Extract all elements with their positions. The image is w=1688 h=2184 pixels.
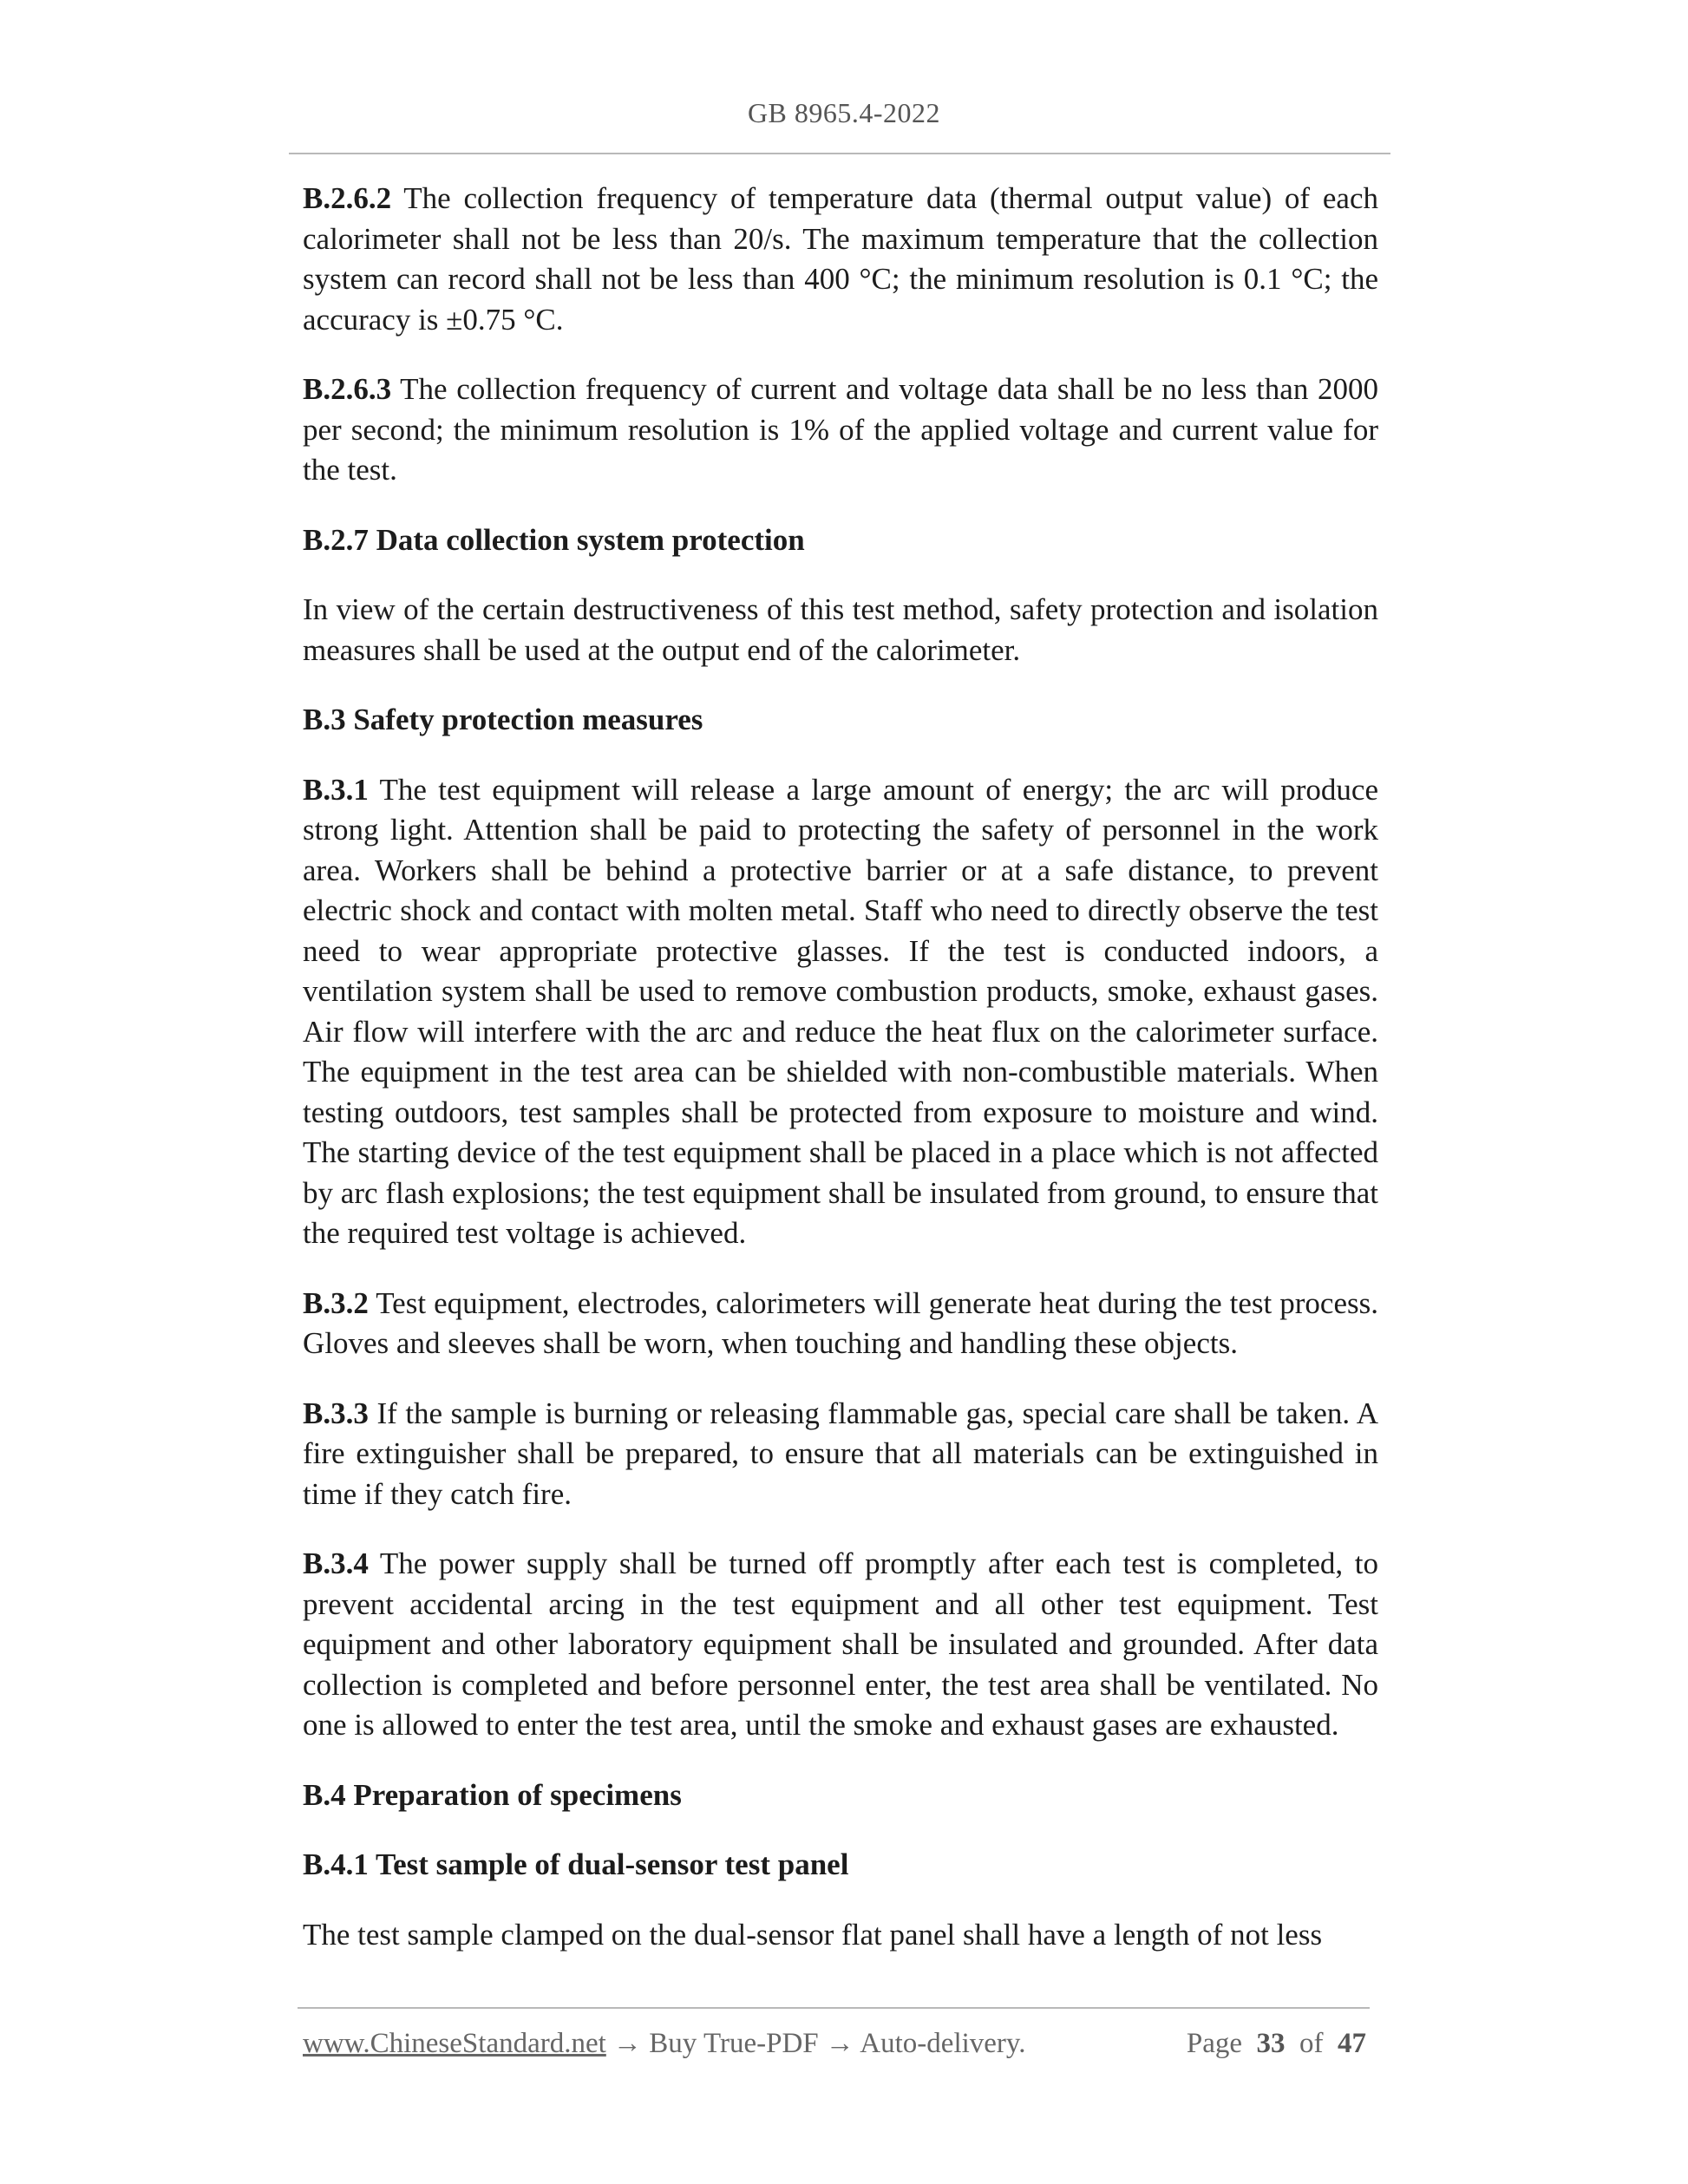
clause-number: B.3.3 (303, 1396, 369, 1430)
section-heading: B.4 Preparation of specimens (303, 1777, 682, 1812)
paragraph-text: The test sample clamped on the dual-sensor flat panel shall have a length of not less (303, 1917, 1323, 1952)
section-heading: B.2.7 Data collection system protection (303, 522, 805, 557)
page-total: 47 (1338, 2028, 1366, 2059)
paragraph (303, 369, 1378, 491)
clause-number: B.3.2 (303, 1285, 369, 1320)
paragraph (303, 590, 1378, 670)
paragraph-text: In view of the certain destructiveness of this test method, safety protection and isolation measures shall be used at the output end of the calorimeter. (303, 592, 1378, 667)
section-heading: B.4.1 Test sample of dual-sensor test panel (303, 1847, 849, 1881)
header-divider (289, 153, 1390, 154)
page-number (1187, 2028, 1366, 2060)
paragraph-text: The test equipment will release a large amount of energy; the arc will produce strong light. Attention shall be paid to protecting the safety of personnel in the work area. Workers shall be behind a protective barrier or at a safe distance, to prevent electric shock and contact with molten metal. Staff who need to directly observe the test need to wear appropriate protective glasses. If the test is conducted indoors, a ventilation system shall be used to remove combustion products, smoke, exhaust gases. Air flow will interfere with the arc and reduce the heat flux on the calorimeter surface. The equipment in the test area can be shielded with non-combustible materials. When testing outdoors, test samples shall be protected from exposure to moisture and wind. The starting device of the test equipment shall be placed in a place which is not affected by arc flash explosions; the test equipment shall be insulated from ground, to ensure that the required test voltage is achieved. (303, 772, 1378, 1250)
paragraph (303, 1394, 1378, 1515)
paragraph (303, 1915, 1378, 1956)
document-code: GB 8965.4-2022 (747, 97, 941, 128)
paragraph-text: The collection frequency of current and voltage data shall be no less than 2000 per second; the minimum resolution is 1% of the applied voltage and current value for the test. (303, 372, 1378, 487)
paragraph-text: If the sample is burning or releasing flammable gas, special care shall be taken. A fire extinguisher shall be prepared, to ensure that all materials can be extinguished in time if they catch fire. (303, 1396, 1378, 1511)
paragraph (303, 770, 1378, 1254)
clause-number: B.3.1 (303, 772, 369, 807)
section-heading: B.3 Safety protection measures (303, 703, 703, 736)
page-header (0, 97, 1688, 129)
paragraph-text: The collection frequency of temperature data (thermal output value) of each calorimeter shall not be less than 20/s. The maximum temperature that the collection system can record shall not be less than 400 °C; the minimum resolution is 0.1 °C; the accuracy is ±0.75 °C. (303, 181, 1378, 337)
clause-number: B.3.4 (303, 1546, 369, 1580)
clause-number: B.2.6.2 (303, 181, 392, 215)
paragraph (303, 179, 1378, 340)
page-current: 33 (1256, 2028, 1286, 2059)
paragraph (303, 1284, 1378, 1364)
paragraph-text: Test equipment, electrodes, calorimeters will generate heat during the test process. Gloves and sleeves shall be worn, when touching and handling these objects. (303, 1285, 1378, 1360)
footer-divider (298, 2007, 1370, 2009)
footer-promo-text: → Buy True-PDF → Auto-delivery. (605, 2028, 1026, 2059)
footer-promo (303, 2028, 1026, 2060)
paragraph-text: The power supply shall be turned off promptly after each test is completed, to prevent accidental arcing in the test equipment and all other test equipment. Test equipment and other laboratory equipment shall be insulated and grounded. After data collection is completed and before personnel enter, the test area shall be ventilated. No one is allowed to enter the test area, until the smoke and exhaust gases are exhausted. (303, 1546, 1378, 1742)
page-of-label: of (1299, 2028, 1324, 2059)
paragraph (303, 1544, 1378, 1746)
clause-number: B.2.6.3 (303, 372, 392, 406)
website-link[interactable]: www.ChineseStandard.net (303, 2028, 606, 2059)
document-body (303, 179, 1378, 1985)
page-label: Page (1186, 2028, 1242, 2059)
